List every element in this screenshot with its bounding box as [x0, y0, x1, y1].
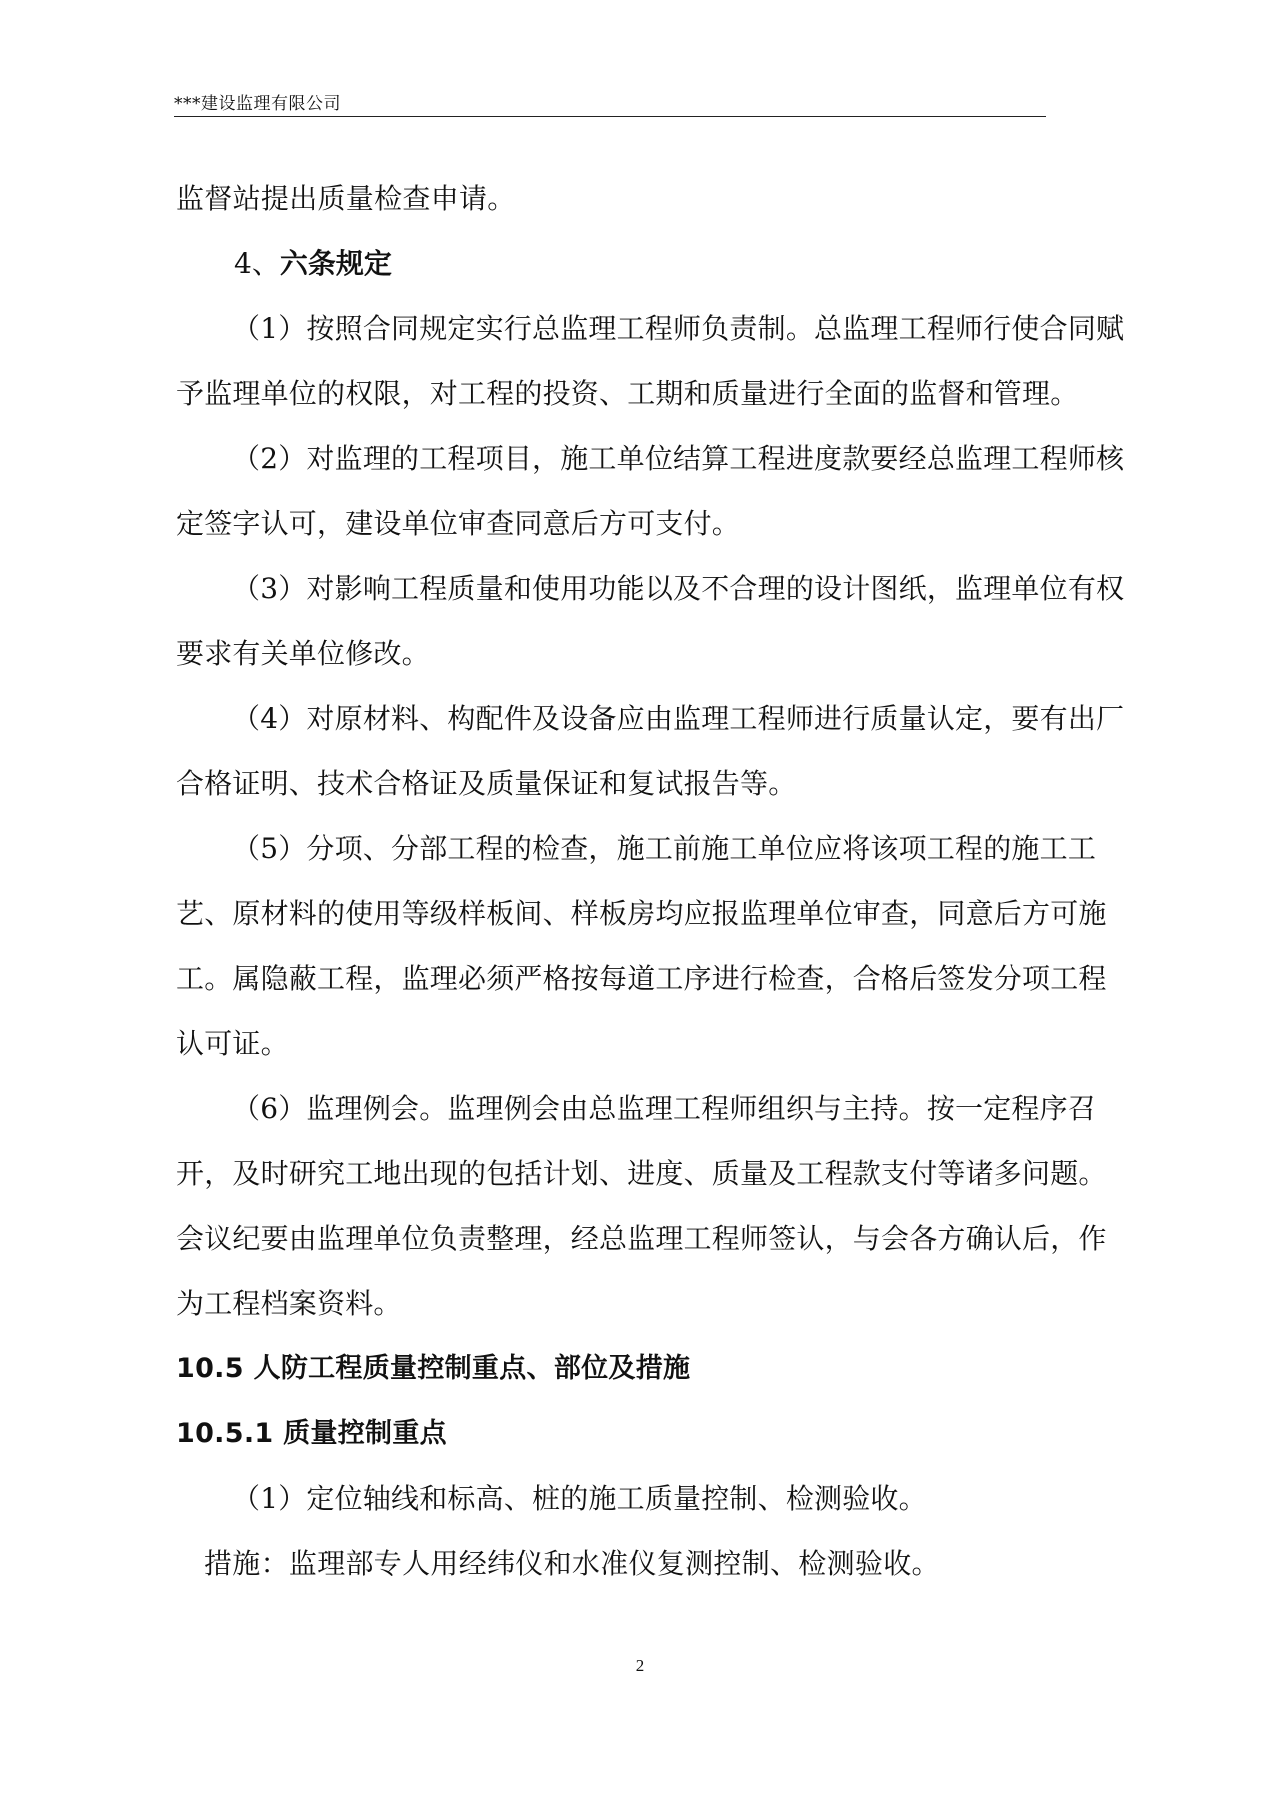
continuation-paragraph: 监督站提出质量检查申请。	[176, 182, 516, 215]
section-heading-10-5-1: 10.5.1 质量控制重点	[176, 1418, 447, 1449]
six-rules-number: 4、	[234, 247, 280, 280]
document-body	[176, 166, 1126, 1596]
page-header	[174, 92, 1046, 117]
rule-paragraph: （6）监理例会。监理例会由总监理工程师组织与主持。按一定程序召开，及时研究工地出现的包括计划、进度、质量及工程款支付等诸多问题。会议纪要由监理单位负责整理，经总监理工程师签认，与会各方确认后，作为工程档案资料。	[176, 1092, 1107, 1320]
header-company-name: ***建设监理有限公司	[174, 94, 341, 114]
rule-paragraph: （2）对监理的工程项目，施工单位结算工程进度款要经总监理工程师核定签字认可，建设单位审查同意后方可支付。	[176, 442, 1125, 540]
rule-paragraph: （3）对影响工程质量和使用功能以及不合理的设计图纸，监理单位有权要求有关单位修改。	[176, 572, 1125, 670]
section-heading-10-5: 10.5 人防工程质量控制重点、部位及措施	[176, 1353, 691, 1384]
measure-paragraph: 措施：监理部专人用经纬仪和水准仪复测控制、检测验收。	[204, 1547, 940, 1580]
page-number: 2	[635, 1656, 645, 1675]
six-rules-heading	[176, 231, 1126, 296]
six-rules-title: 六条规定	[279, 247, 392, 280]
key-point-paragraph: （1）定位轴线和标高、桩的施工质量控制、检测验收。	[232, 1482, 927, 1515]
rule-paragraph: （1）按照合同规定实行总监理工程师负责制。总监理工程师行使合同赋予监理单位的权限，对工程的投资、工期和质量进行全面的监督和管理。	[176, 312, 1125, 410]
rule-paragraph: （5）分项、分部工程的检查，施工前施工单位应将该项工程的施工工艺、原材料的使用等级样板间、样板房均应报监理单位审查，同意后方可施工。属隐蔽工程，监理必须严格按每道工序进行检查，合格后签发分项工程认可证。	[176, 832, 1107, 1060]
rule-paragraph: （4）对原材料、构配件及设备应由监理工程师进行质量认定，要有出厂合格证明、技术合格证及质量保证和复试报告等。	[176, 702, 1125, 800]
